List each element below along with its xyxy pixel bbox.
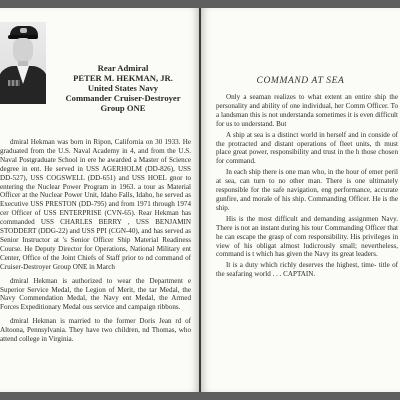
bio-paragraph-career: dmiral Hekman was born in Ripon, California on 30 1933. He graduated from the U.S. Naval Academy in 4, and from the U.S. Naval Postgraduate School in ere he awarded a Master of Science degree in ent. He served in USS AGERHOLM (DD-826), USS DD-527), USS COGSWELL (DD-651) and USS HOEL gnor to entering the Nuclear Power Program in 1963. a tour as Material Officer at the Nuclear Power Unit, Idaho Falls, Idaho, he served as Executive USS PRESTON (DD-795) and from 1971 through 1974 cer Officer of USS ENTERPRISE (CVN-65). Rear Hekman has commanded USS CHARLES BERRY , USS BENJAMIN STODDERT (DDG-22) and USS PPI (CGN-40), and has served as Senior Instructor at 's Senior Officer Ship Material Readiness Course. He Deputy Director for Operations, National Military ent Center, Office of the Joint Chiefs of Staff prior to nd command of Cruiser-Destroyer Group ONE in March — [0, 138, 191, 271]
portrait-photo — [0, 22, 46, 104]
prose-paragraph-4: His is the most difficult and demanding assignmen Navy. There is not an instant during his tour Commanding Officer that he can escape the grasp of com responsibility. His privileges in view of his obligat almost ludicrously small; nevertheless, command is t which has given the Navy its great leaders. — [216, 214, 398, 259]
bio-paragraph-family: dmiral Hekman is married to the former Doris Jean rd of Altoona, Pennsylvania. They have two children, nd Thomas, who attend college in Virginia. — [0, 317, 191, 344]
left-page — [0, 8, 199, 392]
prose-paragraph-3: In each ship there is one man who, in the hour of emer peril at sea, can turn to no other man. There is one ultimately responsible for the safe navigation, eng performance, accurate gunfire, and morale of his ship. Commanding Officer. He is the ship. — [216, 168, 398, 212]
caption-group: Group ONE — [100, 103, 146, 113]
caption-name: PETER M. HEKMAN, JR. — [73, 73, 173, 83]
bio-paragraph-awards: dmiral Hekman is authorized to wear the Department e Superior Service Medal, the Legion of Merit, the tar Medal, the Navy Commendation Medal, the Navy ent Medal, the Armed Forces Expeditionary Medal ous service and campaign ribbons. — [0, 276, 191, 312]
service-ribbons — [8, 80, 20, 86]
portrait-caption — [52, 63, 194, 113]
prose-paragraph-2: A ship at sea is a distinct world in herself and in conside of the protracted and distant operations of fleet units, th must place great power, responsibility and trust in the h those chosen for command. — [216, 130, 398, 166]
biography — [0, 138, 191, 349]
right-page — [201, 8, 400, 392]
prose-paragraph-1: Only a seaman realizes to what extent an entire ship the personality and ability of one individual, her Comm Officer. To a landsman this is not understanda sometimes it is even difficult for us to understand. But — [216, 93, 398, 128]
face — [13, 38, 33, 63]
command-at-sea-text — [216, 93, 398, 281]
caption-title: Commander Cruiser-Destroyer — [65, 93, 181, 103]
caption-rank: Rear Admiral — [97, 63, 149, 73]
section-heading: COMMAND AT SEA — [256, 76, 345, 86]
caption-service: United States Navy — [87, 83, 159, 93]
prose-paragraph-5: It is a duty which richly deserves the highest, time- title of the seafaring world . . . CAPTAIN. — [216, 261, 398, 279]
cap-badge — [20, 28, 27, 33]
